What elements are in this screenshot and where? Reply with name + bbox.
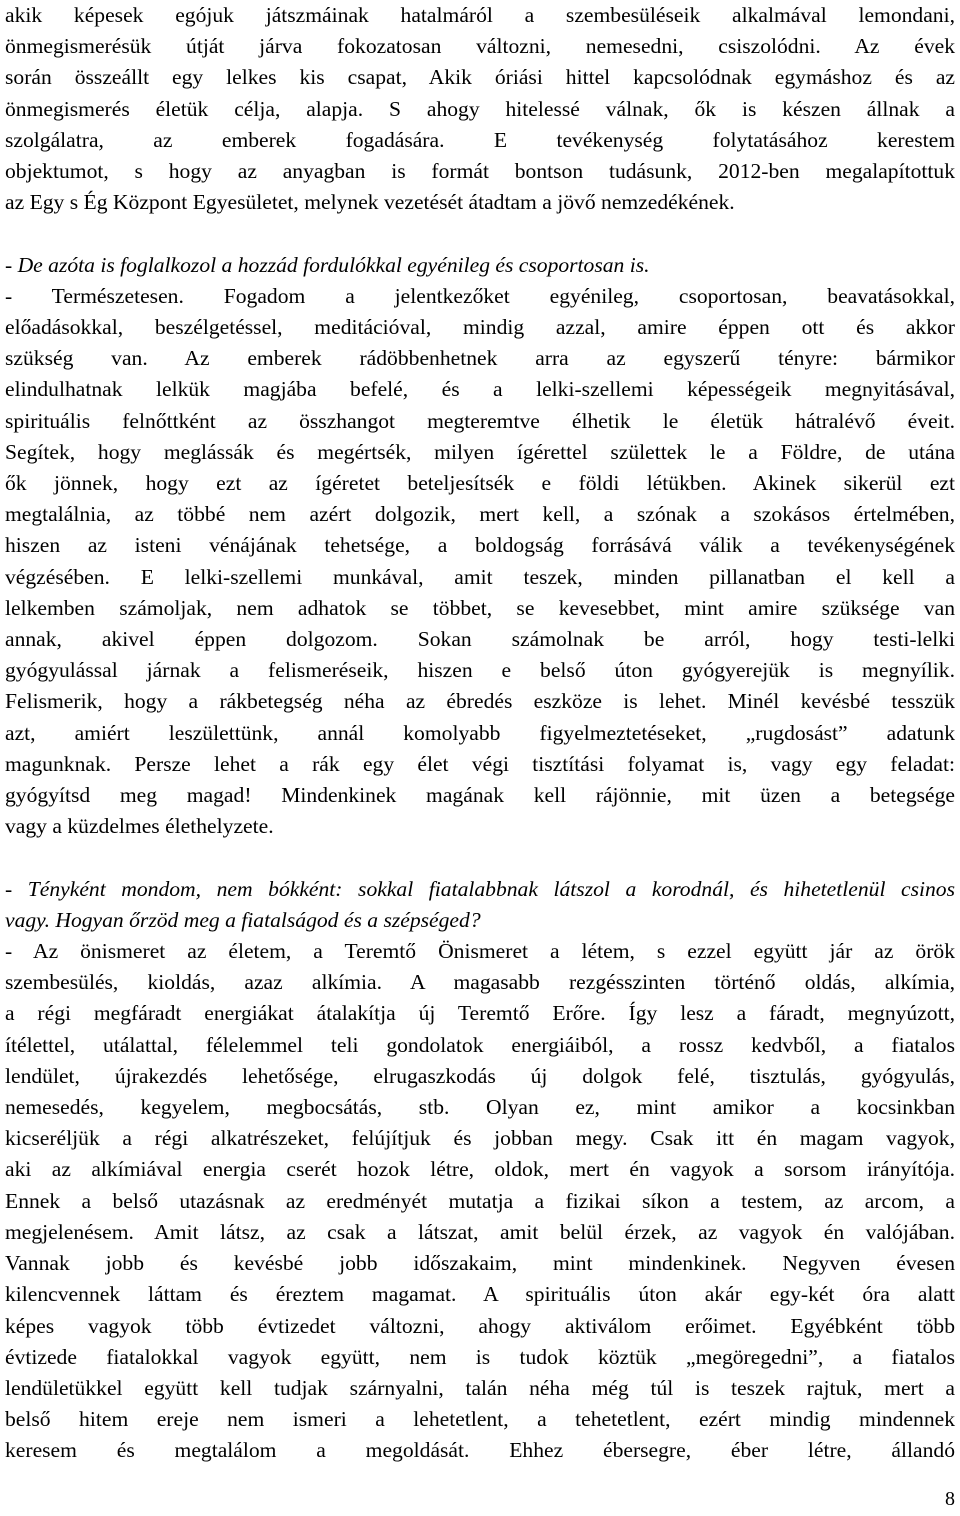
text-line: képes vagyok több évtizedet változni, ahogy aktiválom erőimet. Egyébként több [5, 1313, 955, 1338]
text-line: keresem és megtalálom a megoldását. Ehhez ébersegre, éber létre, állandó [5, 1438, 955, 1463]
text-line: spirituális felnőttként az összhangot megteremtve élhetik le életük hátralévő éveit. [5, 408, 955, 433]
text-line: elindulhatnak lelkük magjába befelé, és a lelki-szellemi képességeik megnyitásával, [5, 377, 955, 402]
text-line: aki az alkímiával energia cserét hozok létre, oldok, mert én vagyok a sorsom irányítója. [5, 1157, 955, 1182]
text-line: akik képesek egójuk játszmáinak hatalmáról a szembesüléseik alkalmával lemondani, [5, 3, 955, 27]
text-line: szolgálatra, az emberek fogadására. E tevékenység folytatásához kerestem [5, 127, 955, 152]
text-line: megtalálnia, az többé nem azért dolgozik, mert kell, a szónak a szokásos értelmében, [5, 502, 955, 527]
paragraph-gap [5, 218, 955, 249]
text-line: magunknak. Persze lehet a rák egy élet végi tisztítási folyamat is, vagy egy feladat: [5, 751, 955, 776]
text-line: azt, amiért leszülettünk, annál komolyabb figyelmeztetéseket, „rugdosást” adatunk [5, 720, 955, 745]
text-line: vagy a küzdelmes élethelyzete. [5, 814, 274, 839]
text-line: hiszen az isteni vénájának tehetsége, a boldogság forrásává válik a tevékenységének [5, 533, 955, 558]
text-line: kicseréljük a régi alkatrészeket, felújítjuk és jobban megy. Csak itt én magam vagyok, [5, 1126, 955, 1151]
text-line: ítélettel, utálattal, félelemmel teli gondolatok energiáiból, a rossz kedvből, a fiatalos [5, 1032, 955, 1057]
text-line: lendületükkel együtt kell tudjak szárnyalni, talán néha még túl is teszek rajtuk, mert a [5, 1375, 955, 1400]
text-line: megjelenésem. Amit látsz, az csak a látszat, amit belül érzek, az vagyok én valójában. [5, 1219, 955, 1244]
text-line: önmegismerésük útját járva fokozatosan változni, nemesedni, csiszolódni. Az évek [5, 34, 955, 59]
document-page [5, 0, 955, 1467]
text-line: Segítek, hogy meglássák és megértsék, milyen ígérettel születtek le a Földre, de utána [5, 439, 955, 464]
text-line: - De azóta is foglalkozol a hozzád fordulókkal egyénileg és csoportosan is. [5, 252, 650, 277]
text-line: nemesedés, kegyelem, megbocsátás, stb. Olyan ez, mint amikor a kocsinkban [5, 1095, 955, 1120]
paragraph-gap [5, 842, 955, 873]
text-line: ők jönnek, hogy ezt az ígéretet beteljesítsék e földi létükben. Akinek sikerül ezt [5, 471, 955, 496]
text-line: Vannak jobb és kevésbé jobb időszakaim, mint mindenkinek. Negyven évesen [5, 1251, 955, 1276]
text-line: gyógyulással járnak a felismeréseik, hiszen e belső úton gyógyerejük is megnyílik. [5, 658, 955, 683]
text-line: Felismerik, hogy a rákbetegség néha az ébredés eszköze is lehet. Minél kevésbé tesszük [5, 689, 955, 714]
text-line: lendület, újrakezdés lehetősége, elrugaszkodás új dolgok felé, tisztulás, gyógyulás, [5, 1063, 955, 1088]
text-line: gyógyítsd meg magad! Mindenkinek magának kell rájönnie, mit üzen a betegsége [5, 783, 955, 808]
text-line: Ennek a belső utazásnak az eredményét mutatja a fizikai síkon a testem, az arcom, a [5, 1188, 955, 1213]
text-line: vagy. Hogyan őrzöd meg a fiatalságod és a szépséged? [5, 907, 481, 932]
text-line: kilencvennek láttam és éreztem magamat. A spirituális úton akár egy-két óra alatt [5, 1282, 955, 1307]
interview-question [5, 874, 955, 936]
text-line: belső hitem ereje nem ismeri a lehetetlent, a tehetetlent, ezért mindig mindennek [5, 1407, 955, 1432]
text-line: előadásokkal, beszélgetéssel, meditációval, mindig azzal, amire éppen ott és akkor [5, 315, 955, 340]
text-line: szükség van. Az emberek rádöbbenhetnek arra az egyszerű tényre: bármikor [5, 346, 955, 371]
text-line: - Természetesen. Fogadom a jelentkezőket egyénileg, csoportosan, beavatásokkal, [5, 283, 955, 308]
interview-answer [5, 936, 955, 1466]
text-line: során összeállt egy lelkes kis csapat, Akik óriási hittel kapcsolódnak egymáshoz és az [5, 65, 955, 90]
text-line: objektumot, s hogy az anyagban is formát bontson tudásunk, 2012-ben megalapítottuk [5, 159, 955, 184]
text-line: szembesülés, kioldás, azaz alkímia. A magasabb rezgésszinten történő oldás, alkímia, [5, 970, 955, 995]
text-line: évtizede fiatalokkal vagyok együtt, nem is tudok köztük „megöregedni”, a fiatalos [5, 1344, 955, 1369]
text-line: lelkemben számoljak, nem adhatok se többet, se kevesebbet, mint amire szüksége van [5, 595, 955, 620]
text-line: az Egy s Ég Központ Egyesületet, melynek vezetését átadtam a jövő nemzedékének. [5, 190, 735, 215]
text-line: a régi megfáradt energiákat átalakítja új Teremtő Erőre. Így lesz a fáradt, megnyúzott, [5, 1001, 955, 1026]
text-line: önmegismerés életük célja, alapja. S ahogy hitelessé válnak, ők is készen állnak a [5, 96, 955, 121]
interview-answer [5, 281, 955, 843]
paragraph-intro [5, 0, 955, 218]
text-line: - Tényként mondom, nem bókként: sokkal fiatalabbnak látszol a korodnál, és hihetetlenül csinos [5, 876, 955, 901]
text-line: - Az önismeret az életem, a Teremtő Önismeret a létem, s ezzel együtt jár az örök [5, 939, 955, 964]
text-line: annak, akivel éppen dolgozom. Sokan számolnak be arról, hogy testi-lelki [5, 627, 955, 652]
interview-question [5, 250, 955, 281]
page-number: 8 [945, 1488, 955, 1510]
text-line: végzésében. E lelki-szellemi munkával, amit teszek, minden pillanatban el kell a [5, 564, 955, 589]
